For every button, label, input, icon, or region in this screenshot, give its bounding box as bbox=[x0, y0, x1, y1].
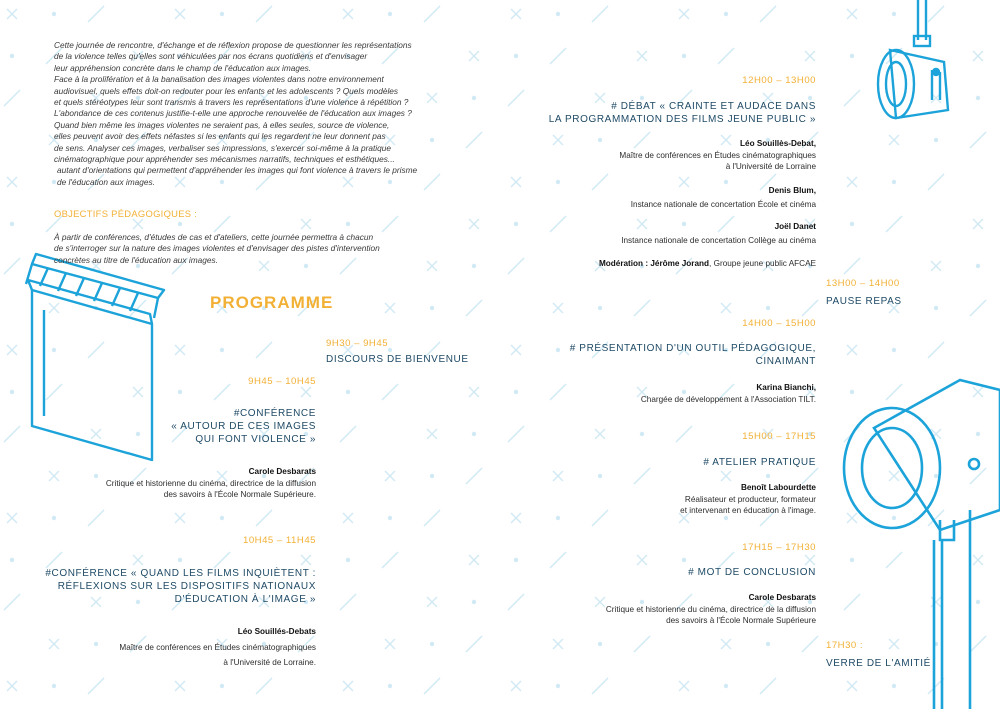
objectifs-paragraph bbox=[54, 232, 454, 266]
pattern-dot bbox=[850, 54, 854, 58]
pattern-cross bbox=[385, 471, 395, 481]
pattern-dash bbox=[4, 90, 20, 106]
speaker-role: à l'Université de Lorraine. bbox=[223, 658, 316, 668]
pattern-cross bbox=[133, 555, 143, 565]
pattern-dot bbox=[976, 264, 980, 268]
session-time: 9H30 – 9H45 bbox=[326, 338, 389, 349]
pattern-dash bbox=[760, 6, 776, 22]
pattern-dot bbox=[472, 432, 476, 436]
pattern-dash bbox=[676, 426, 692, 442]
pattern-cross bbox=[511, 345, 521, 355]
pattern-dash bbox=[382, 216, 398, 232]
pattern-cross bbox=[343, 681, 353, 691]
pattern-dash bbox=[802, 636, 818, 652]
pattern-cross bbox=[301, 219, 311, 229]
pattern-cross bbox=[7, 513, 17, 523]
title-line: # DÉBAT « CRAINTE ET AUDACE DANS bbox=[611, 101, 816, 112]
pattern-dot bbox=[10, 222, 14, 226]
session-title: # MOT DE CONCLUSION bbox=[688, 567, 816, 578]
pattern-dash bbox=[88, 6, 104, 22]
pattern-dash bbox=[634, 636, 650, 652]
pattern-cross bbox=[511, 9, 521, 19]
session-title bbox=[549, 100, 816, 126]
clapperboard-illustration bbox=[18, 240, 178, 470]
intro-line: de l'éducation aux images. bbox=[57, 176, 155, 187]
session-title bbox=[570, 342, 816, 368]
pattern-dot bbox=[10, 390, 14, 394]
pattern-dash bbox=[844, 258, 860, 274]
pattern-dash bbox=[634, 468, 650, 484]
pattern-cross bbox=[511, 513, 521, 523]
pattern-dot bbox=[52, 516, 56, 520]
pattern-dot bbox=[556, 348, 560, 352]
intro-line: et quels stéréotypes leur sont transmis à travers les représentations d'une violence à répétition ? bbox=[54, 97, 409, 108]
pattern-dot bbox=[220, 12, 224, 16]
pattern-dash bbox=[508, 90, 524, 106]
session-title: PAUSE REPAS bbox=[826, 296, 902, 307]
pattern-dash bbox=[592, 510, 608, 526]
objectifs-line: À partir de conférences, d'études de cas et d'ateliers, cette journée permettra à chacun bbox=[54, 232, 374, 242]
pattern-dot bbox=[724, 180, 728, 184]
pattern-cross bbox=[469, 555, 479, 565]
pattern-dash bbox=[46, 552, 62, 568]
speaker-role: Critique et historienne du cinéma, directrice de la diffusion bbox=[605, 604, 816, 614]
pattern-cross bbox=[7, 681, 17, 691]
pattern-dot bbox=[892, 348, 896, 352]
session-time: 9H45 – 10H45 bbox=[248, 376, 316, 387]
pattern-cross bbox=[721, 303, 731, 313]
pattern-dot bbox=[556, 12, 560, 16]
speaker-name: Léo Souillès-Debat, bbox=[740, 139, 816, 148]
pattern-dash bbox=[844, 90, 860, 106]
pattern-cross bbox=[427, 429, 437, 439]
pattern-cross bbox=[553, 135, 563, 145]
pattern-dash bbox=[592, 174, 608, 190]
pattern-dot bbox=[472, 96, 476, 100]
pattern-cross bbox=[805, 51, 815, 61]
pattern-cross bbox=[637, 51, 647, 61]
intro-line: autant d'orientations qui permettent d'appréhender les images qui font violence à travers le prisme bbox=[57, 165, 418, 176]
pattern-cross bbox=[49, 471, 59, 481]
pattern-dash bbox=[550, 552, 566, 568]
pattern-dot bbox=[430, 306, 434, 310]
session-time: 17H15 – 17H30 bbox=[742, 542, 816, 553]
pattern-dot bbox=[52, 12, 56, 16]
pattern-dash bbox=[382, 384, 398, 400]
intro-line: Quand bien même les images violentes ne seraient pas, à elles seules, source de violence, bbox=[54, 119, 390, 130]
speaker-name: Léo Souillés-Debats bbox=[237, 627, 316, 636]
pattern-dot bbox=[94, 474, 98, 478]
pattern-cross bbox=[931, 261, 941, 271]
pattern-cross bbox=[553, 303, 563, 313]
pattern-dash bbox=[214, 552, 230, 568]
pattern-dot bbox=[766, 306, 770, 310]
pattern-cross bbox=[175, 513, 185, 523]
pattern-cross bbox=[847, 345, 857, 355]
speaker-role: Critique et historienne du cinéma, directrice de la diffusion bbox=[105, 478, 316, 488]
pattern-cross bbox=[679, 681, 689, 691]
speaker-block bbox=[631, 185, 816, 210]
speaker-name: Denis Blum, bbox=[768, 186, 816, 195]
pattern-dash bbox=[340, 594, 356, 610]
speaker-block bbox=[106, 466, 316, 501]
pattern-dash bbox=[214, 384, 230, 400]
pattern-cross bbox=[973, 219, 983, 229]
pattern-cross bbox=[595, 597, 605, 607]
pattern-dash bbox=[970, 132, 986, 148]
pattern-dot bbox=[514, 222, 518, 226]
speaker-role: des savoirs à l'École Normale Supérieure. bbox=[163, 490, 316, 500]
pattern-dash bbox=[508, 258, 524, 274]
session-time: 13H00 – 14H00 bbox=[826, 278, 900, 289]
speaker-role: à l'Université de Lorraine bbox=[725, 162, 816, 172]
moderator-role: , Groupe jeune public AFCAE bbox=[709, 259, 816, 268]
pattern-dot bbox=[976, 96, 980, 100]
pattern-dot bbox=[346, 222, 350, 226]
pattern-cross bbox=[511, 177, 521, 187]
pattern-dash bbox=[256, 6, 272, 22]
pattern-dot bbox=[934, 306, 938, 310]
pattern-dash bbox=[424, 678, 440, 694]
session-time: 10H45 – 11H45 bbox=[243, 535, 316, 546]
intro-line: de la violence telles qu'elles sont véhiculées par nos écrans quotidiens et d'envisager bbox=[54, 51, 368, 62]
pattern-dot bbox=[178, 558, 182, 562]
pattern-cross bbox=[49, 639, 59, 649]
pattern-dash bbox=[256, 678, 272, 694]
pattern-dot bbox=[346, 558, 350, 562]
spotlight-top-illustration bbox=[860, 0, 970, 135]
pattern-dot bbox=[178, 390, 182, 394]
pattern-dash bbox=[340, 426, 356, 442]
pattern-cross bbox=[847, 177, 857, 187]
speaker-role: et intervenant en éducation à l'image. bbox=[680, 506, 816, 516]
pattern-dot bbox=[52, 684, 56, 688]
session-title: DISCOURS DE BIENVENUE bbox=[326, 354, 469, 365]
title-line: D'ÉDUCATION À L'IMAGE » bbox=[174, 594, 316, 605]
pattern-dash bbox=[466, 300, 482, 316]
pattern-dot bbox=[598, 306, 602, 310]
objectifs-line: de s'interroger sur la nature des images violentes et d'envisager des pistes d'intervention bbox=[54, 243, 380, 254]
intro-line: cinématographique pour appréhender ses mécanismes narratifs, techniques et esthétiques... bbox=[54, 154, 395, 165]
pattern-dash bbox=[592, 6, 608, 22]
pattern-dash bbox=[592, 678, 608, 694]
speaker-block bbox=[606, 592, 816, 627]
pattern-dot bbox=[472, 264, 476, 268]
speaker-role: Instance nationale de concertation Collège au cinéma bbox=[621, 235, 816, 245]
pattern-cross bbox=[469, 51, 479, 61]
objectifs-heading: OBJECTIFS PÉDAGOGIQUES : bbox=[54, 208, 198, 219]
speaker-role: Instance nationale de concertation École et cinéma bbox=[630, 199, 816, 209]
pattern-dash bbox=[424, 6, 440, 22]
speaker-name: Joël Danet bbox=[774, 222, 816, 231]
speaker-role: Maître de conférences en Études cinématographiques bbox=[619, 150, 816, 160]
pattern-cross bbox=[721, 471, 731, 481]
title-line: « AUTOUR DE CES IMAGES bbox=[171, 421, 316, 432]
pattern-dash bbox=[466, 636, 482, 652]
intro-line: Face à la prolifération et à la banalisation des images violentes dans notre environnement bbox=[54, 74, 384, 85]
pattern-dash bbox=[256, 342, 272, 358]
pattern-dash bbox=[550, 216, 566, 232]
intro-line: audiovisuel, quels effets doit-on redouter pour les enfants et les adolescents ? Quels modèles bbox=[54, 85, 399, 96]
title-line: LA PROGRAMMATION DES FILMS JEUNE PUBLIC » bbox=[548, 114, 816, 125]
intro-line: leur appréhension concrète dans le champ de l'éducation aux images. bbox=[54, 62, 312, 73]
title-line: RÉFLEXIONS SUR LES DISPOSITIFS NATIONAUX bbox=[57, 581, 316, 592]
pattern-dot bbox=[556, 180, 560, 184]
speaker-block bbox=[621, 221, 816, 246]
pattern-cross bbox=[973, 51, 983, 61]
pattern-dot bbox=[10, 54, 14, 58]
pattern-dash bbox=[88, 510, 104, 526]
pattern-dot bbox=[10, 558, 14, 562]
pattern-dot bbox=[640, 432, 644, 436]
pattern-cross bbox=[721, 639, 731, 649]
pattern-dash bbox=[928, 174, 944, 190]
pattern-dash bbox=[508, 426, 524, 442]
moderation-label: Modération : bbox=[598, 259, 651, 268]
pattern-cross bbox=[679, 9, 689, 19]
pattern-dot bbox=[598, 642, 602, 646]
pattern-cross bbox=[553, 471, 563, 481]
speaker-name: Carole Desbarats bbox=[248, 467, 316, 476]
pattern-dash bbox=[802, 300, 818, 316]
pattern-dash bbox=[424, 510, 440, 526]
pattern-cross bbox=[343, 9, 353, 19]
pattern-cross bbox=[805, 555, 815, 565]
pattern-dot bbox=[388, 12, 392, 16]
pattern-dash bbox=[928, 342, 944, 358]
pattern-cross bbox=[553, 639, 563, 649]
pattern-cross bbox=[7, 345, 17, 355]
pattern-dot bbox=[430, 642, 434, 646]
title-line: #CONFÉRENCE « QUAND LES FILMS INQUIÈTENT : bbox=[45, 568, 316, 579]
speaker-name: Carole Desbarats bbox=[748, 593, 816, 602]
pattern-dash bbox=[382, 552, 398, 568]
pattern-dot bbox=[682, 558, 686, 562]
pattern-cross bbox=[175, 681, 185, 691]
pattern-dash bbox=[256, 510, 272, 526]
pattern-cross bbox=[133, 219, 143, 229]
session-title: VERRE DE L'AMITIÉ bbox=[826, 658, 931, 669]
pattern-dot bbox=[388, 516, 392, 520]
pattern-dot bbox=[766, 474, 770, 478]
pattern-dash bbox=[550, 48, 566, 64]
pattern-dot bbox=[346, 390, 350, 394]
pattern-cross bbox=[469, 219, 479, 229]
pattern-cross bbox=[7, 177, 17, 187]
session-time: 14H00 – 15H00 bbox=[742, 318, 816, 329]
pattern-dash bbox=[466, 468, 482, 484]
pattern-dash bbox=[214, 216, 230, 232]
pattern-dot bbox=[430, 474, 434, 478]
pattern-dot bbox=[388, 348, 392, 352]
pattern-dash bbox=[634, 300, 650, 316]
pattern-dash bbox=[718, 48, 734, 64]
pattern-dot bbox=[178, 222, 182, 226]
pattern-dot bbox=[514, 390, 518, 394]
pattern-dot bbox=[892, 180, 896, 184]
pattern-cross bbox=[7, 9, 17, 19]
pattern-cross bbox=[385, 303, 395, 313]
pattern-cross bbox=[637, 555, 647, 565]
speaker-block bbox=[119, 626, 316, 669]
session-time: 12H00 – 13H00 bbox=[742, 75, 816, 86]
pattern-dash bbox=[550, 384, 566, 400]
speaker-role: des savoirs à l'École Normale Supérieure bbox=[666, 616, 816, 626]
session-title: # ATELIER PRATIQUE bbox=[703, 457, 816, 468]
pattern-dot bbox=[514, 558, 518, 562]
pattern-dot bbox=[850, 222, 854, 226]
pattern-cross bbox=[595, 429, 605, 439]
pattern-dot bbox=[934, 138, 938, 142]
moderation-line bbox=[599, 258, 816, 270]
speaker-name: Benoît Labourdette bbox=[740, 483, 816, 492]
pattern-cross bbox=[427, 597, 437, 607]
pattern-dot bbox=[388, 684, 392, 688]
programme-title: PROGRAMME bbox=[210, 293, 334, 312]
pattern-cross bbox=[301, 555, 311, 565]
pattern-dot bbox=[598, 138, 602, 142]
moderator-name: Jérôme Jorand bbox=[650, 259, 710, 268]
pattern-dash bbox=[508, 594, 524, 610]
intro-line: elles peuvent avoir des effets néfastes si les enfants qui les regardent ne leur donnent pas bbox=[54, 131, 386, 142]
speaker-role: Réalisateur et producteur, formateur bbox=[684, 494, 816, 504]
intro-paragraph bbox=[54, 40, 454, 188]
session-time: 17H30 : bbox=[826, 640, 864, 651]
objectifs-line: concrètes au titre de l'éducation aux images. bbox=[54, 254, 218, 265]
pattern-cross bbox=[511, 681, 521, 691]
speaker-block bbox=[641, 382, 816, 405]
title-line: # PRÉSENTATION D'UN OUTIL PÉDAGOGIQUE, bbox=[569, 343, 816, 354]
pattern-cross bbox=[889, 135, 899, 145]
pattern-cross bbox=[847, 9, 857, 19]
pattern-dot bbox=[556, 516, 560, 520]
session-title bbox=[45, 567, 316, 606]
speaker-role: Maître de conférences en Études cinématographiques bbox=[119, 642, 316, 652]
pattern-dash bbox=[886, 216, 902, 232]
session-time: 15H00 – 17H15 bbox=[742, 431, 816, 442]
pattern-dot bbox=[220, 348, 224, 352]
pattern-dot bbox=[724, 12, 728, 16]
pattern-dash bbox=[970, 300, 986, 316]
pattern-dot bbox=[94, 642, 98, 646]
pattern-dot bbox=[598, 474, 602, 478]
pattern-dot bbox=[556, 684, 560, 688]
pattern-dash bbox=[760, 678, 776, 694]
session-title bbox=[171, 407, 316, 446]
pattern-dot bbox=[766, 642, 770, 646]
pattern-dot bbox=[220, 516, 224, 520]
intro-line: Cette journée de rencontre, d'échange et de réflexion propose de questionner les représentations bbox=[54, 40, 412, 50]
title-line: CINAIMANT bbox=[755, 356, 816, 367]
pattern-dash bbox=[466, 132, 482, 148]
pattern-dot bbox=[724, 684, 728, 688]
intro-line: de sens. Analyser ces images, verbaliser ses impressions, s'exercer soi-même à la pratique bbox=[54, 142, 391, 153]
title-line: #CONFÉRENCE bbox=[233, 408, 316, 419]
pattern-cross bbox=[301, 387, 311, 397]
speaker-block bbox=[680, 482, 816, 517]
speaker-block bbox=[619, 138, 816, 173]
speaker-name: Karina Bianchi, bbox=[756, 383, 816, 392]
pattern-dash bbox=[88, 678, 104, 694]
title-line: QUI FONT VIOLENCE » bbox=[195, 434, 316, 445]
pattern-dot bbox=[472, 600, 476, 604]
pattern-dot bbox=[682, 54, 686, 58]
pattern-cross bbox=[175, 9, 185, 19]
pattern-cross bbox=[343, 513, 353, 523]
pattern-dot bbox=[220, 684, 224, 688]
pattern-cross bbox=[385, 639, 395, 649]
speaker-role: Chargée de développement à l'Association TILT. bbox=[640, 394, 816, 404]
pattern-dot bbox=[514, 54, 518, 58]
pattern-dash bbox=[4, 594, 20, 610]
pattern-cross bbox=[469, 387, 479, 397]
intro-line: L'abondance de ces contenus justifie-t-elle une approche renouvelée de l'éducation aux images ? bbox=[54, 108, 412, 119]
